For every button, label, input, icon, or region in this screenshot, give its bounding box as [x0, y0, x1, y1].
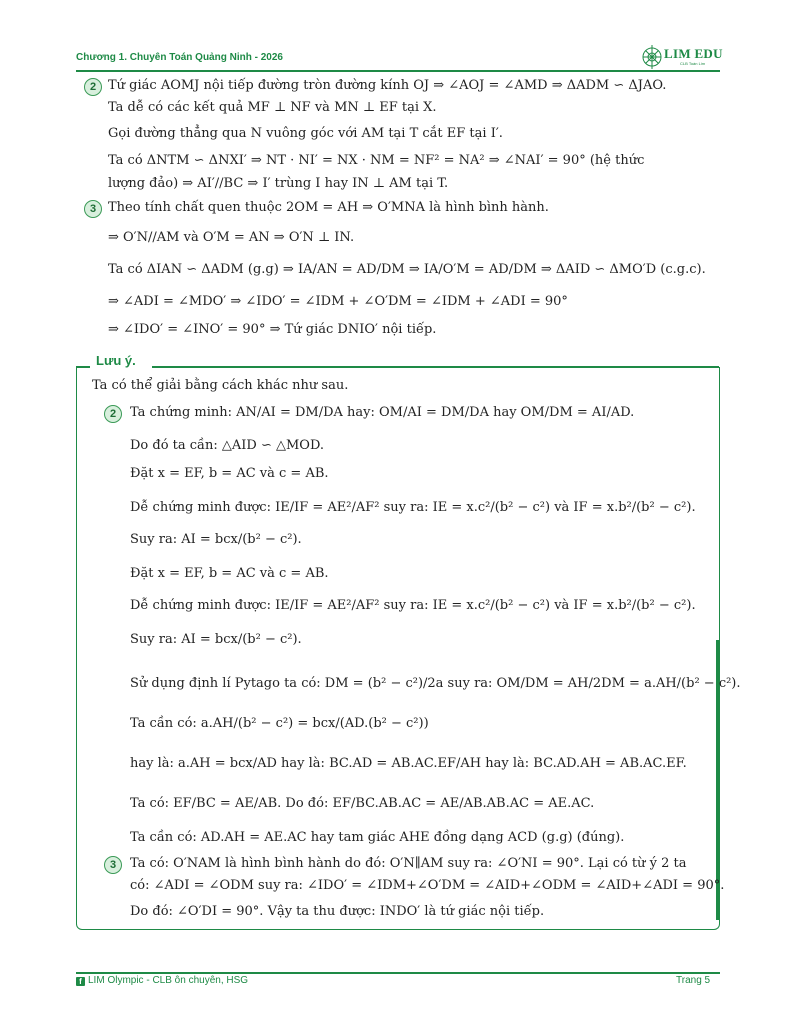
note-title: Lưu ý. — [92, 353, 140, 368]
text-line: Ta có: EF/BC = AE/AB. Do đó: EF/BC.AB.AC = AE/AB.AB.AC = AE.AC. — [130, 796, 595, 811]
text-line: Do đó ta cần: △AID ∽ △MOD. — [130, 438, 325, 453]
header-rule — [76, 70, 720, 72]
footer-rule — [76, 972, 720, 974]
text-line: Sử dụng định lí Pytago ta có: DM = (b² − c²)/2a suy ra: OM/DM = AH/2DM = a.AH/(b² − c²). — [130, 676, 741, 691]
item-number: 3 — [104, 856, 122, 874]
logo-subtitle: CLB Toán Lim — [680, 61, 706, 66]
note-border-top — [152, 366, 719, 368]
note-intro: Ta có thể giải bằng cách khác như sau. — [92, 378, 349, 393]
footer-left — [76, 975, 248, 986]
logo-text: LIM EDU — [664, 46, 723, 61]
text-line: Gọi đường thẳng qua N vuông góc với AM tại T cắt EF tại I′. — [108, 126, 503, 141]
page-number: Trang 5 — [676, 975, 711, 986]
item-number: 2 — [104, 405, 122, 423]
text-line: Đặt x = EF, b = AC và c = AB. — [130, 466, 329, 481]
text-line: ⇒ O′N//AM và O′M = AN ⇒ O′N ⊥ IN. — [108, 230, 355, 245]
text-line: có: ∠ADI = ∠ODM suy ra: ∠IDO′ = ∠IDM+∠O′DM = ∠AID+∠ODM = ∠AID+∠ADI = 90°. — [130, 878, 725, 893]
text-line: Ta có ΔNTM ∽ ΔNXI′ ⇒ NT · NI′ = NX · NM = NF² = NA² ⇒ ∠NAI′ = 90° (hệ thức — [108, 153, 645, 168]
text-line: Ta chứng minh: AN/AI = DM/DA hay: OM/AI = DM/DA hay OM/DM = AI/AD. — [130, 405, 635, 420]
text-line: Suy ra: AI = bcx/(b² − c²). — [130, 532, 302, 547]
text-line: Dễ chứng minh được: IE/IF = AE²/AF² suy ra: IE = x.c²/(b² − c²) và IF = x.b²/(b² − c²). — [130, 500, 696, 515]
footer-left-text: LIM Olympic - CLB ôn chuyên, HSG — [88, 975, 249, 986]
facebook-icon: f — [76, 977, 85, 986]
text-line: Ta cần có: a.AH/(b² − c²) = bcx/(AD.(b² − c²)) — [130, 716, 429, 731]
text-line: Ta có: O′NAM là hình bình hành do đó: O′N∥AM suy ra: ∠O′NI = 90°. Lại có từ ý 2 ta — [130, 856, 687, 871]
chapter-title: Chương 1. Chuyên Toán Quảng Ninh - 2026 — [76, 52, 283, 63]
item-number: 2 — [84, 78, 102, 96]
text-line: Do đó: ∠O′DI = 90°. Vậy ta thu được: INDO′ là tứ giác nội tiếp. — [130, 904, 545, 919]
text-line: Theo tính chất quen thuộc 2OM = AH ⇒ O′MNA là hình bình hành. — [108, 200, 549, 215]
text-line: Tứ giác AOMJ nội tiếp đường tròn đường kính OJ ⇒ ∠AOJ = ∠AMD ⇒ ΔADM ∽ ΔJAO. — [108, 78, 667, 93]
text-line: Suy ra: AI = bcx/(b² − c²). — [130, 632, 302, 647]
text-line: ⇒ ∠IDO′ = ∠INO′ = 90° ⇒ Tứ giác DNIO′ nội tiếp. — [108, 322, 437, 337]
text-line: lượng đảo) ⇒ AI′//BC ⇒ I′ trùng I hay IN ⊥ AM tại T. — [108, 176, 449, 191]
text-line: Ta dễ có các kết quả MF ⊥ NF và MN ⊥ EF tại X. — [108, 100, 437, 115]
text-line: ⇒ ∠ADI = ∠MDO′ ⇒ ∠IDO′ = ∠IDM + ∠O′DM = ∠IDM + ∠ADI = 90° — [108, 294, 568, 309]
text-line: Đặt x = EF, b = AC và c = AB. — [130, 566, 329, 581]
text-line: hay là: a.AH = bcx/AD hay là: BC.AD = AB.AC.EF/AH hay là: BC.AD.AH = AB.AC.EF. — [130, 756, 687, 771]
item-number: 3 — [84, 200, 102, 218]
text-line: Ta có ΔIAN ∽ ΔADM (g.g) ⇒ IA/AN = AD/DM ⇒ IA/O′M = AD/DM ⇒ ΔAID ∽ ΔMO′D (c.g.c). — [108, 262, 706, 277]
text-line: Ta cần có: AD.AH = AE.AC hay tam giác AHE đồng dạng ACD (g.g) (đúng). — [130, 830, 625, 845]
text-line: Dễ chứng minh được: IE/IF = AE²/AF² suy ra: IE = x.c²/(b² − c²) và IF = x.b²/(b² − c²). — [130, 598, 696, 613]
note-border-stub — [76, 366, 90, 368]
